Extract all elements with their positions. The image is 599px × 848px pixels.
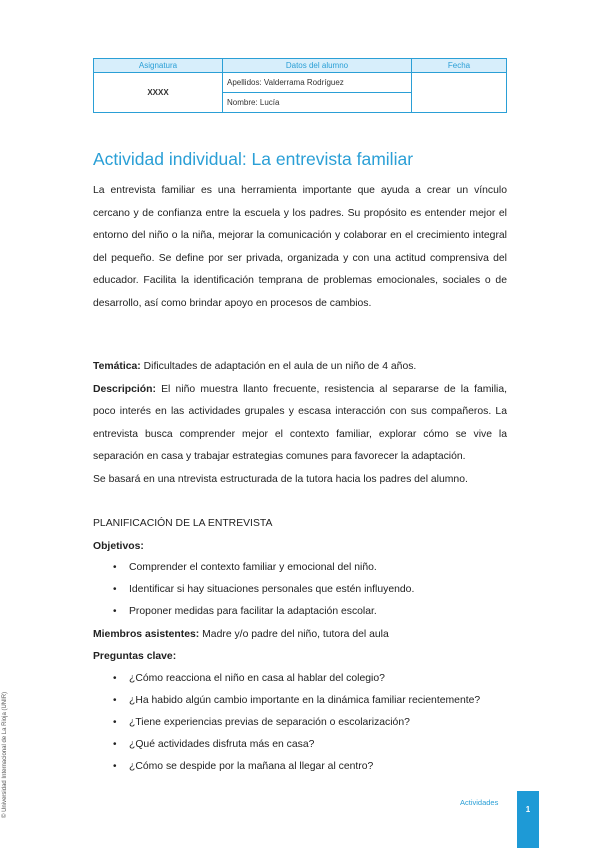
list-item: • ¿Tiene experiencias previas de separación o escolarización? xyxy=(93,712,480,734)
list-item: • ¿Cómo se despide por la mañana al llegar al centro? xyxy=(93,756,480,778)
page-title: Actividad individual: La entrevista familiar xyxy=(93,149,414,169)
descripcion-text: El niño muestra llanto frecuente, resistencia al separarse de la familia, poco interés en las actividades grupales y escasa interacción con sus compañeros. La entrevista busca comprender mejor el contexto familiar, explorar cómo se vive la separación en casa y trabajar estrategias comunes para favorecer la adaptación. xyxy=(93,383,507,463)
objectives-list xyxy=(93,557,414,623)
list-item: • Proponer medidas para facilitar la adaptación escolar. xyxy=(93,601,414,623)
header-table xyxy=(93,58,507,113)
questions-list xyxy=(93,668,480,778)
list-item: • ¿Qué actividades disfruta más en casa? xyxy=(93,734,480,756)
header-col-subject: Asignatura xyxy=(94,59,223,73)
members-text: Madre y/o padre del niño, tutora del aula xyxy=(199,629,389,640)
date-value xyxy=(412,73,507,113)
list-item: • Identificar si hay situaciones personales que estén influyendo. xyxy=(93,579,414,601)
intro-paragraph: La entrevista familiar es una herramienta importante que ayuda a crear un vínculo cercano y de confianza entre la escuela y los padres. Su propósito es entender mejor el entorno del niño o la niña, mejorar la comunicación y colaborar en el crecimiento integral del pequeño. Se define por ser privada, organizada y con una actitud comprensiva del educador. Facilita la identificación temprana de problemas emocionales, sociales o de desarrollo, así como brindar apoyo en procesos de cambios. xyxy=(93,185,507,309)
planning-heading: PLANIFICACIÓN DE LA ENTREVISTA xyxy=(93,518,273,529)
header-col-date: Fecha xyxy=(412,59,507,73)
members-line xyxy=(93,629,389,640)
questions-heading: Preguntas clave: xyxy=(93,651,177,662)
descripcion-label: Descripción: xyxy=(93,383,156,395)
subject-value: XXXX xyxy=(94,73,223,113)
page-number: 1 xyxy=(525,805,531,814)
list-item: • Comprender el contexto familiar y emocional del niño. xyxy=(93,557,414,579)
header-col-student: Datos del alumno xyxy=(223,59,412,73)
footer-section-label: Actividades xyxy=(460,798,499,807)
activity-description xyxy=(93,356,507,492)
list-item: • ¿Cómo reacciona el niño en casa al hablar del colegio? xyxy=(93,668,480,690)
student-surnames: Apellidos: Valderrama Rodríguez xyxy=(223,73,412,93)
tematica-label: Temática: xyxy=(93,361,141,372)
objectives-heading: Objetivos: xyxy=(93,541,144,552)
tematica-text: Dificultades de adaptación en el aula de un niño de 4 años. xyxy=(140,361,417,372)
list-item: • ¿Ha habido algún cambio importante en la dinámica familiar recientemente? xyxy=(93,690,480,712)
tematica-line xyxy=(93,356,507,379)
copyright-side-text: © Universidad Internacional de La Rioja (UNIR) xyxy=(2,691,8,818)
members-label: Miembros asistentes: xyxy=(93,629,200,640)
page-number-box xyxy=(517,791,539,848)
student-name: Nombre: Lucía xyxy=(223,93,412,113)
estructura-line: Se basará en una ntrevista estructurada de la tutora hacia los padres del alumno. xyxy=(93,473,468,485)
descripcion-paragraph xyxy=(93,379,507,469)
